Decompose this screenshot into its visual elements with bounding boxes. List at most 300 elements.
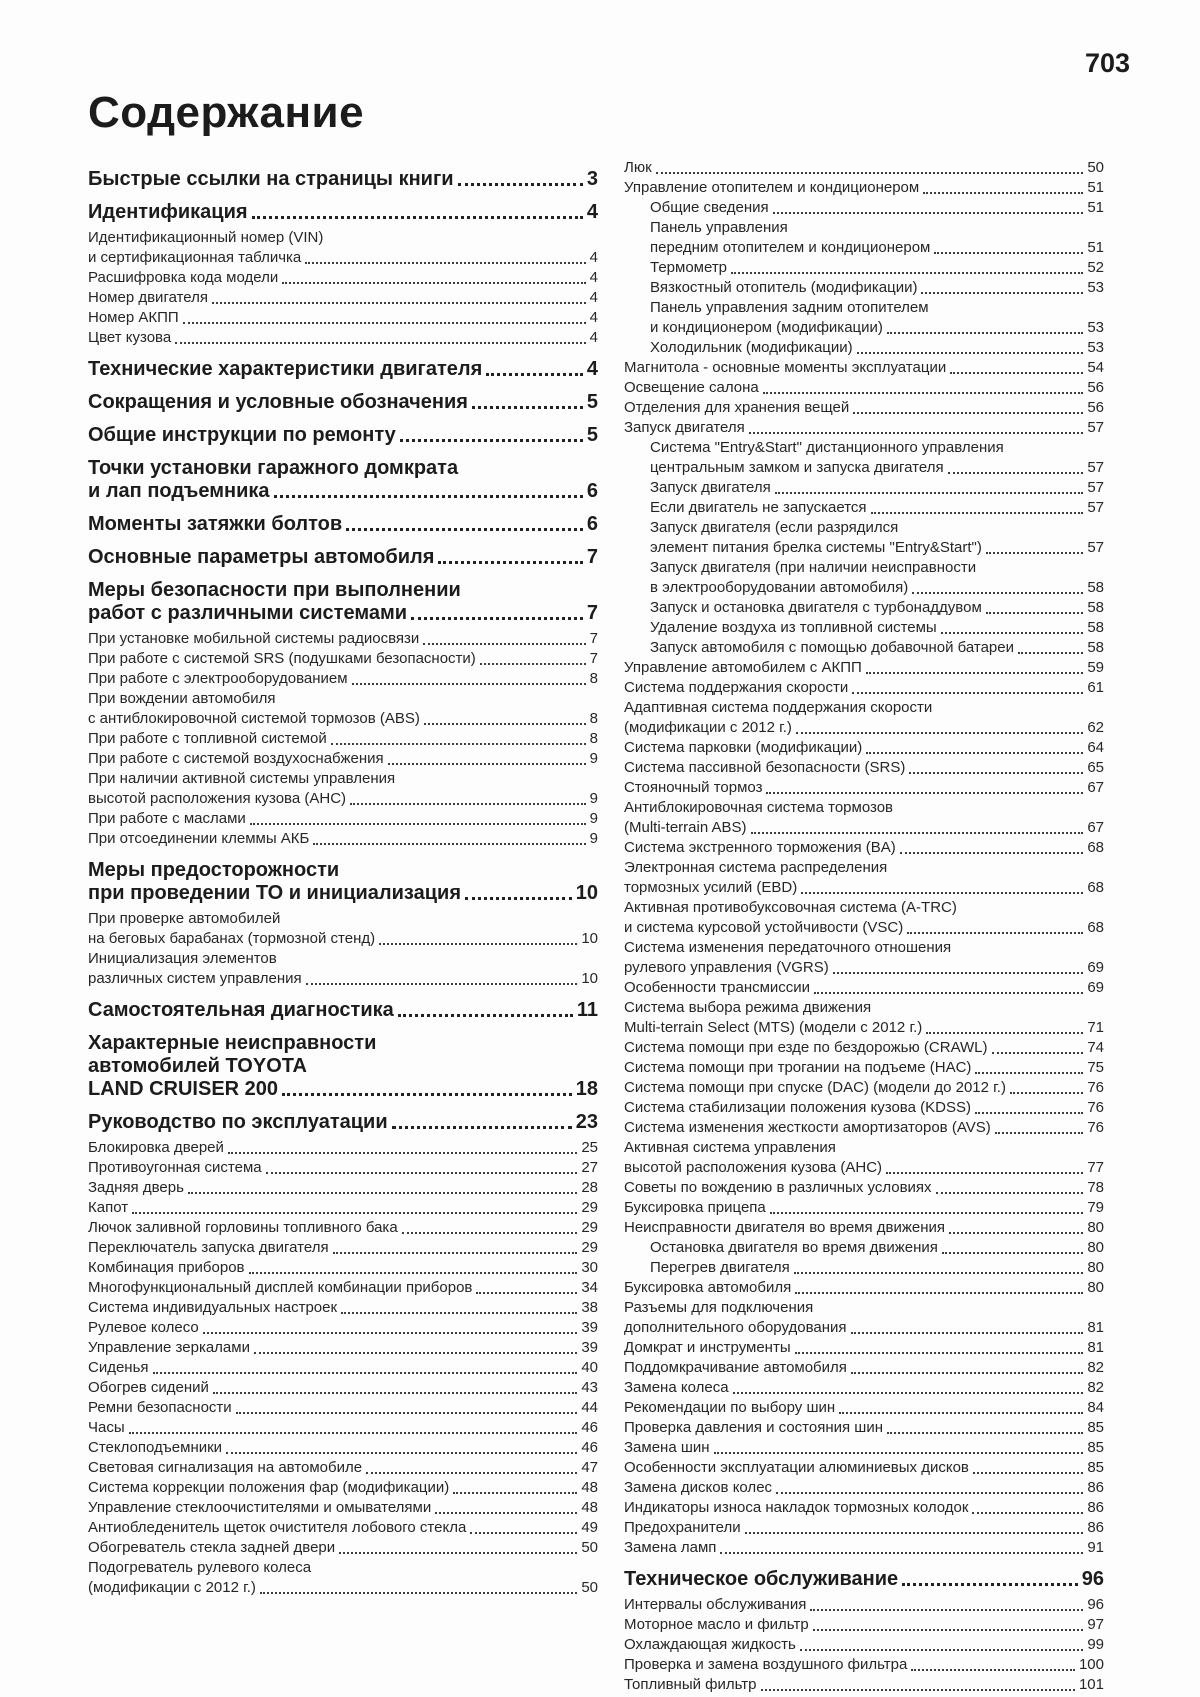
toc-entry-page: 29: [581, 1219, 598, 1236]
toc-entry-label: Магнитола - основные моменты эксплуатации: [624, 359, 947, 376]
toc-entry-label: и кондиционером (модификации): [650, 319, 883, 336]
toc-entry-page: 80: [1087, 1239, 1104, 1256]
toc-entry-label: и система курсовой устойчивости (VSC): [624, 919, 904, 936]
toc-entry-label: Блокировка дверей: [88, 1139, 224, 1156]
dot-leader: [346, 528, 583, 531]
toc-entry: [88, 1478, 598, 1498]
toc-entry: [624, 1398, 1104, 1418]
toc-entry-page: 8: [589, 730, 598, 747]
toc-entry-page: 67: [1087, 819, 1104, 836]
toc-entry-page: 4: [589, 249, 598, 266]
toc-entry: [624, 1498, 1104, 1518]
toc-entry-label: (модификации с 2012 г.): [88, 1579, 256, 1596]
toc-entry-label: Переключатель запуска двигателя: [88, 1239, 329, 1256]
toc-entry-page: 67: [1087, 779, 1104, 796]
dot-leader: [333, 1252, 578, 1254]
toc-entry: [88, 1558, 598, 1598]
toc-entry-page: 99: [1087, 1636, 1104, 1653]
toc-entry-label: Идентификация: [88, 201, 248, 223]
toc-entry-page: 4: [586, 358, 598, 380]
dot-leader: [941, 632, 1084, 634]
toc-entry-label: Руководство по эксплуатации: [88, 1111, 388, 1133]
toc-entry-page: 10: [575, 882, 598, 904]
toc-entry-page: 54: [1087, 359, 1104, 376]
toc-entry-label: Особенности эксплуатации алюминиевых дисков: [624, 1459, 969, 1476]
toc-entry-page: 28: [581, 1179, 598, 1196]
toc-entry: [88, 1258, 598, 1278]
dot-leader: [226, 1452, 577, 1454]
toc-entry-label: Управление зеркалами: [88, 1339, 250, 1356]
toc-entry-label: При работе с системой SRS (подушками безопасности): [88, 650, 476, 667]
toc-entry-label: различных систем управления: [88, 970, 302, 987]
toc-entry-page: 48: [581, 1479, 598, 1496]
toc-entry-page: 82: [1087, 1379, 1104, 1396]
dot-leader: [801, 892, 1083, 894]
toc-entry-page: 58: [1087, 619, 1104, 636]
toc-entry: [624, 1058, 1104, 1078]
toc-entry-page: 80: [1087, 1219, 1104, 1236]
toc-entry-label: дополнительного оборудования: [624, 1319, 847, 1336]
toc-entry-label: Антиблокировочная система тормозов: [624, 799, 894, 816]
toc-entry-page: 86: [1087, 1519, 1104, 1536]
dot-leader: [476, 1292, 577, 1294]
toc-entry: [88, 629, 598, 649]
toc-entry-label: Активная система управления: [624, 1139, 836, 1156]
toc-entry-page: 46: [581, 1439, 598, 1456]
toc-entry: [88, 288, 598, 308]
toc-entry-page: 68: [1087, 839, 1104, 856]
toc-entry-label: Люк: [624, 159, 652, 176]
toc-entry: [624, 558, 1104, 598]
toc-entry: [624, 1595, 1104, 1615]
toc-entry: [88, 1518, 598, 1538]
toc-entry-page: 58: [1087, 599, 1104, 616]
dot-leader: [392, 1126, 572, 1129]
dot-leader: [950, 372, 1083, 374]
dot-leader: [274, 495, 583, 498]
toc-entry: [624, 438, 1104, 478]
toc-entry-page: 7: [589, 650, 598, 667]
toc-entry-label: Замена колеса: [624, 1379, 729, 1396]
toc-entry-label: Обогреватель стекла задней двери: [88, 1539, 336, 1556]
toc-entry-label: Система стабилизации положения кузова (KDSS): [624, 1099, 971, 1116]
toc-entry-page: 9: [589, 750, 598, 767]
dot-leader: [398, 1014, 573, 1017]
toc-entry-page: 50: [581, 1539, 598, 1556]
toc-entry: [88, 829, 598, 849]
toc-entry-label: Общие инструкции по ремонту: [88, 424, 396, 446]
toc-entry-label: При работе с системой воздухоснабжения: [88, 750, 384, 767]
toc-entry: [88, 1318, 598, 1338]
toc-entry-page: 97: [1087, 1616, 1104, 1633]
toc-entry-label: Проверка давления и состояния шин: [624, 1419, 883, 1436]
toc-entry: [88, 1298, 598, 1318]
toc-entry-page: 27: [581, 1159, 598, 1176]
dot-leader: [388, 763, 586, 765]
toc-entry-page: 9: [589, 810, 598, 827]
toc-entry-label: Система помощи при трогании на подъеме (HAC): [624, 1059, 972, 1076]
toc-entry-label: При работе с маслами: [88, 810, 246, 827]
toc-entry-label: Система парковки (модификации): [624, 739, 863, 756]
toc-entry-label: Моменты затяжки болтов: [88, 513, 343, 535]
toc-entry-label: Лючок заливной горловины топливного бака: [88, 1219, 398, 1236]
toc-entry: [88, 1138, 598, 1158]
dot-leader: [339, 1552, 577, 1554]
toc-entry-page: 43: [581, 1379, 598, 1396]
dot-leader: [714, 1452, 1084, 1454]
toc-entry-label: Система выбора режима движения: [624, 999, 872, 1016]
dot-leader: [236, 1412, 578, 1414]
toc-entry-label: Панель управления: [650, 219, 788, 236]
toc-entry-label: Многофункциональный дисплей комбинации приборов: [88, 1279, 473, 1296]
toc-entry-label: Замена ламп: [624, 1539, 717, 1556]
toc-entry-page: 10: [581, 930, 598, 947]
toc-entry: [88, 1278, 598, 1298]
dot-leader: [213, 1392, 577, 1394]
dot-leader: [921, 292, 1083, 294]
toc-entry-label: Точки установки гаражного домкрата: [88, 457, 459, 479]
toc-entry: [88, 201, 598, 224]
toc-entry-label: Система изменения жесткости амортизаторов (AVS): [624, 1119, 991, 1136]
toc-entry-label: Рекомендации по выбору шин: [624, 1399, 836, 1416]
toc-entry: [624, 798, 1104, 838]
toc-entry-label: Интервалы обслуживания: [624, 1596, 807, 1613]
toc-entry: [624, 1458, 1104, 1478]
toc-entry-label: Световая сигнализация на автомобиле: [88, 1459, 363, 1476]
toc-entry-label: Сиденья: [88, 1359, 149, 1376]
toc-entry-label: Расшифровка кода модели: [88, 269, 279, 286]
toc-entry: [88, 909, 598, 949]
toc-entry: [88, 729, 598, 749]
toc-entry-page: 86: [1087, 1499, 1104, 1516]
toc-entry-label: Рулевое колесо: [88, 1319, 199, 1336]
toc-entry-label: работ с различными системами: [88, 602, 408, 624]
toc-entry: [88, 391, 598, 414]
toc-column-left: [88, 158, 598, 1598]
dot-leader: [761, 1689, 1075, 1691]
dot-leader: [866, 752, 1083, 754]
dot-leader: [350, 803, 586, 805]
toc-entry: [624, 1218, 1104, 1238]
toc-entry: [88, 1218, 598, 1238]
toc-entry: [88, 769, 598, 809]
toc-entry-label: Отделения для хранения вещей: [624, 399, 850, 416]
toc-entry-page: 69: [1087, 959, 1104, 976]
dot-leader: [306, 983, 578, 985]
dot-leader: [912, 592, 1083, 594]
toc-entry-page: 38: [581, 1299, 598, 1316]
toc-entry-label: тормозных усилий (EBD): [624, 879, 798, 896]
dot-leader: [1010, 1092, 1083, 1094]
toc-entry-page: 8: [589, 710, 598, 727]
toc-entry-label: При работе с электрооборудованием: [88, 670, 348, 687]
dot-leader: [480, 663, 586, 665]
dot-leader: [188, 1192, 577, 1194]
toc-entry: [624, 978, 1104, 998]
dot-leader: [352, 683, 586, 685]
toc-entry-page: 81: [1087, 1319, 1104, 1336]
toc-entry: [624, 298, 1104, 338]
toc-entry-page: 48: [581, 1499, 598, 1516]
toc-entry-page: 82: [1087, 1359, 1104, 1376]
dot-leader: [909, 772, 1083, 774]
toc-entry-page: 44: [581, 1399, 598, 1416]
toc-entry: [88, 308, 598, 328]
dot-leader: [887, 1432, 1083, 1434]
toc-entry-label: Меры предосторожности: [88, 859, 340, 881]
toc-entry: [624, 898, 1104, 938]
toc-entry-label: и сертификационная табличка: [88, 249, 302, 266]
toc-entry-label: Проверка и замена воздушного фильтра: [624, 1656, 908, 1673]
toc-entry-label: Система изменения передаточного отношения: [624, 939, 952, 956]
toc-entry-label: При отсоединении клеммы АКБ: [88, 830, 310, 847]
toc-entry: [88, 1032, 598, 1101]
dot-leader: [132, 1212, 577, 1214]
toc-entry-label: элемент питания брелка системы "Entry&Start"): [650, 539, 982, 556]
toc-entry-label: Особенности трансмиссии: [624, 979, 811, 996]
toc-entry: [624, 938, 1104, 978]
toc-entry-label: Меры безопасности при выполнении: [88, 579, 461, 601]
dot-leader: [720, 1552, 1083, 1554]
dot-leader: [813, 1629, 1084, 1631]
dot-leader: [331, 743, 586, 745]
toc-entry: [624, 258, 1104, 278]
toc-entry-page: 85: [1087, 1419, 1104, 1436]
dot-leader: [175, 342, 585, 344]
dot-leader: [948, 472, 1084, 474]
toc-entry-page: 74: [1087, 1039, 1104, 1056]
toc-entry-label: и лап подъемника: [88, 480, 270, 502]
toc-entry-label: Характерные неисправности: [88, 1032, 377, 1054]
dot-leader: [775, 492, 1084, 494]
toc-entry: [88, 859, 598, 905]
toc-entry-page: 71: [1087, 1019, 1104, 1036]
toc-entry-page: 81: [1087, 1339, 1104, 1356]
toc-entry: [624, 1178, 1104, 1198]
toc-entry-label: Идентификационный номер (VIN): [88, 229, 324, 246]
dot-leader: [435, 1512, 577, 1514]
toc-entry-label: Неисправности двигателя во время движения: [624, 1219, 946, 1236]
toc-entry-label: Управление автомобилем с АКПП: [624, 659, 862, 676]
toc-entry-label: Управление стеклоочистителями и омывателями: [88, 1499, 432, 1516]
toc-entry: [624, 1258, 1104, 1278]
toc-entry-label: Номер АКПП: [88, 309, 179, 326]
dot-leader: [949, 1232, 1083, 1234]
dot-leader: [907, 932, 1083, 934]
toc-entry-label: Противоугонная система: [88, 1159, 262, 1176]
toc-entry: [88, 546, 598, 569]
dot-leader: [305, 262, 585, 264]
toc-entry-page: 79: [1087, 1199, 1104, 1216]
toc-entry: [624, 1078, 1104, 1098]
toc-entry-label: Основные параметры автомобиля: [88, 546, 435, 568]
toc-entry-label: Запуск и остановка двигателя с турбонаддувом: [650, 599, 982, 616]
toc-entry-page: 86: [1087, 1479, 1104, 1496]
toc-entry-label: При вождении автомобиля: [88, 690, 276, 707]
dot-leader: [470, 1532, 577, 1534]
toc-entry-label: Поддомкрачивание автомобиля: [624, 1359, 847, 1376]
dot-leader: [749, 432, 1084, 434]
toc-entry-page: 52: [1087, 259, 1104, 276]
toc-entry-page: 68: [1087, 879, 1104, 896]
toc-entry-page: 4: [589, 329, 598, 346]
dot-leader: [839, 1412, 1083, 1414]
page-number: 703: [1084, 48, 1130, 78]
toc-entry: [624, 658, 1104, 678]
toc-entry-label: Буксировка автомобиля: [624, 1279, 792, 1296]
toc-entry: [88, 1358, 598, 1378]
toc-entry: [624, 1518, 1104, 1538]
dot-leader: [887, 332, 1083, 334]
toc-entry-label: Запуск двигателя: [650, 479, 771, 496]
toc-entry: [624, 1655, 1104, 1675]
toc-entry: [624, 778, 1104, 798]
toc-entry-page: 53: [1087, 319, 1104, 336]
dot-leader: [465, 897, 572, 900]
toc-entry: [88, 749, 598, 769]
toc-entry: [624, 1278, 1104, 1298]
toc-entry: [624, 838, 1104, 858]
toc-entry-page: 30: [581, 1259, 598, 1276]
toc-entry-page: 50: [581, 1579, 598, 1596]
toc-entry-page: 59: [1087, 659, 1104, 676]
toc-entry-label: Замена дисков колес: [624, 1479, 773, 1496]
toc-entry: [88, 268, 598, 288]
toc-entry-label: Буксировка прицепа: [624, 1199, 766, 1216]
dot-leader: [795, 1352, 1084, 1354]
toc-entry-label: Домкрат и инструменты: [624, 1339, 791, 1356]
dot-leader: [249, 1272, 578, 1274]
toc-entry-page: 18: [575, 1078, 598, 1100]
dot-leader: [992, 1052, 1084, 1054]
toc-entry-label: Система индивидуальных настроек: [88, 1299, 338, 1316]
toc-entry: [624, 1478, 1104, 1498]
toc-entry: [88, 1378, 598, 1398]
toc-entry-label: Электронная система распределения: [624, 859, 888, 876]
toc-entry-label: Самостоятельная диагностика: [88, 999, 394, 1021]
toc-entry-page: 4: [589, 269, 598, 286]
toc-entry: [624, 338, 1104, 358]
dot-leader: [902, 1583, 1078, 1586]
toc-entry-label: Система пассивной безопасности (SRS): [624, 759, 906, 776]
dot-leader: [438, 561, 583, 564]
toc-entry: [624, 398, 1104, 418]
toc-entry-page: 5: [586, 391, 598, 413]
toc-entry: [88, 1158, 598, 1178]
toc-entry-page: 57: [1087, 479, 1104, 496]
toc-entry-label: При установке мобильной системы радиосвязи: [88, 630, 420, 647]
toc-entry: [624, 378, 1104, 398]
toc-entry: [624, 1378, 1104, 1398]
toc-entry-label: Топливный фильтр: [624, 1676, 757, 1693]
toc-entry-label: с антиблокировочной системой тормозов (ABS): [88, 710, 420, 727]
toc-entry-label: (модификации с 2012 г.): [624, 719, 792, 736]
toc-entry: [88, 949, 598, 989]
toc-entry-label: Система коррекции положения фар (модификации): [88, 1479, 450, 1496]
toc-entry-page: 76: [1087, 1119, 1104, 1136]
toc-entry: [624, 678, 1104, 698]
dot-leader: [900, 852, 1084, 854]
toc-entry-label: Запуск автомобиля с помощью добавочной батареи: [650, 639, 1014, 656]
toc-entry-page: 5: [586, 424, 598, 446]
toc-entry-page: 61: [1087, 679, 1104, 696]
toc-entry-label: центральным замком и запуска двигателя: [650, 459, 944, 476]
toc-entry-label: При проверке автомобилей: [88, 910, 281, 927]
dot-leader: [656, 172, 1084, 174]
toc-entry-label: Техническое обслуживание: [624, 1568, 899, 1590]
dot-leader: [203, 1332, 578, 1334]
toc-entry-label: Комбинация приборов: [88, 1259, 245, 1276]
toc-entry-page: 39: [581, 1319, 598, 1336]
toc-entry: [624, 1635, 1104, 1655]
toc-entry-page: 96: [1081, 1568, 1104, 1590]
dot-leader: [814, 992, 1083, 994]
toc-entry-label: Удаление воздуха из топливной системы: [650, 619, 937, 636]
dot-leader: [857, 352, 1084, 354]
dot-leader: [458, 183, 583, 186]
toc-entry-page: 56: [1087, 379, 1104, 396]
dot-leader: [796, 732, 1083, 734]
toc-entry-page: 64: [1087, 739, 1104, 756]
dot-leader: [766, 792, 1083, 794]
toc-entry-label: Задняя дверь: [88, 1179, 184, 1196]
dot-leader: [794, 1272, 1084, 1274]
dot-leader: [733, 1392, 1084, 1394]
toc-entry: [88, 1398, 598, 1418]
toc-entry-label: Система поддержания скорости: [624, 679, 849, 696]
dot-leader: [250, 823, 586, 825]
toc-entry: [624, 278, 1104, 298]
toc-entry-page: 68: [1087, 919, 1104, 936]
toc-entry-page: 6: [586, 480, 598, 502]
toc-entry: [88, 649, 598, 669]
toc-entry-page: 53: [1087, 279, 1104, 296]
dot-leader: [423, 643, 585, 645]
dot-leader: [871, 512, 1084, 514]
toc-entry-page: 101: [1078, 1676, 1104, 1693]
toc-entry: [88, 809, 598, 829]
toc-entry-label: Предохранители: [624, 1519, 741, 1536]
dot-leader: [852, 692, 1083, 694]
dot-leader: [833, 972, 1084, 974]
toc-entry: [624, 1418, 1104, 1438]
toc-entry-label: LAND CRUISER 200: [88, 1078, 279, 1100]
toc-entry-label: Запуск двигателя: [624, 419, 745, 436]
dot-leader: [254, 1352, 577, 1354]
toc-entry-label: Моторное масло и фильтр: [624, 1616, 809, 1633]
toc-entry: [88, 513, 598, 536]
dot-leader: [400, 439, 583, 442]
toc-entry-label: Разъемы для подключения: [624, 1299, 814, 1316]
dot-leader: [795, 1292, 1083, 1294]
toc-entry-label: рулевого управления (VGRS): [624, 959, 829, 976]
dot-leader: [926, 1032, 1083, 1034]
dot-leader: [934, 252, 1083, 254]
dot-leader: [851, 1332, 1084, 1334]
toc-entry: [624, 638, 1104, 658]
dot-leader: [770, 1212, 1084, 1214]
toc-entry: [88, 168, 598, 191]
toc-entry-page: 6: [586, 513, 598, 535]
toc-entry-label: Часы: [88, 1419, 125, 1436]
dot-leader: [745, 1532, 1084, 1534]
toc-entry: [88, 1111, 598, 1134]
dot-leader: [212, 302, 586, 304]
toc-entry: [88, 457, 598, 503]
toc-entry: [624, 518, 1104, 558]
toc-entry-page: 78: [1087, 1179, 1104, 1196]
toc-entry-page: 40: [581, 1359, 598, 1376]
